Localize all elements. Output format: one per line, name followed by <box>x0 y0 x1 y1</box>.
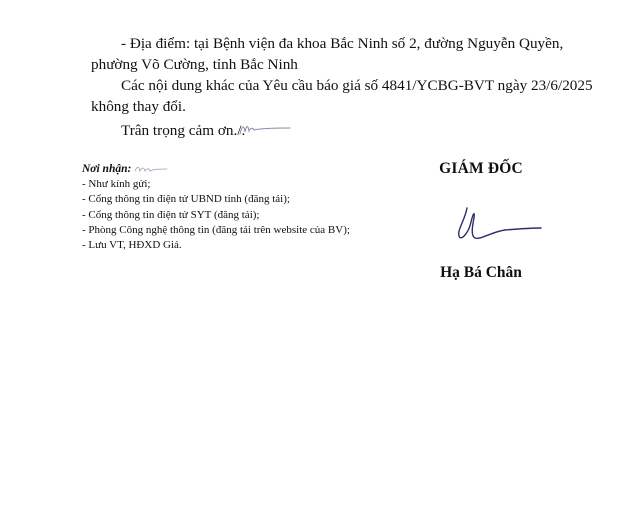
recipient-item: - Cổng thông tin điện tử UBND tỉnh (đăng tải); <box>82 193 290 206</box>
recipients-heading: Nơi nhận: <box>82 163 132 175</box>
location-paragraph <box>91 33 591 75</box>
recipients-initial-mark <box>134 164 168 174</box>
recipients-block <box>82 162 350 253</box>
director-title: GIÁM ĐỐC <box>439 160 523 177</box>
signature-block <box>400 160 562 281</box>
other-content-paragraph <box>91 75 591 117</box>
location-line-2: phường Võ Cường, tỉnh Bắc Ninh <box>91 56 298 73</box>
location-line-1: - Địa điểm: tại Bệnh viện đa khoa Bắc Ninh số 2, đường Nguyễn Quyền, <box>121 35 564 52</box>
recipient-item: - Cổng thông tin điện tử SYT (đăng tải); <box>82 208 260 221</box>
recipients-list <box>82 177 350 253</box>
handwritten-signature <box>445 200 545 250</box>
signer-name: Hạ Bá Chân <box>440 264 522 281</box>
recipient-item: - Lưu VT, HĐXD Giá. <box>82 239 182 252</box>
recipient-item: - Phòng Công nghệ thông tin (đăng tải trên website của BV); <box>82 223 350 236</box>
closing-line: Trân trọng cảm ơn./. <box>121 122 246 139</box>
other-content-line-2: không thay đổi. <box>91 98 186 115</box>
closing-initial-mark <box>238 122 294 138</box>
other-content-line-1: Các nội dung khác của Yêu cầu báo giá số 4841/YCBG-BVT ngày 23/6/2025 <box>121 77 593 94</box>
recipient-item: - Như kính gửi; <box>82 178 151 191</box>
closing-paragraph <box>91 120 591 141</box>
